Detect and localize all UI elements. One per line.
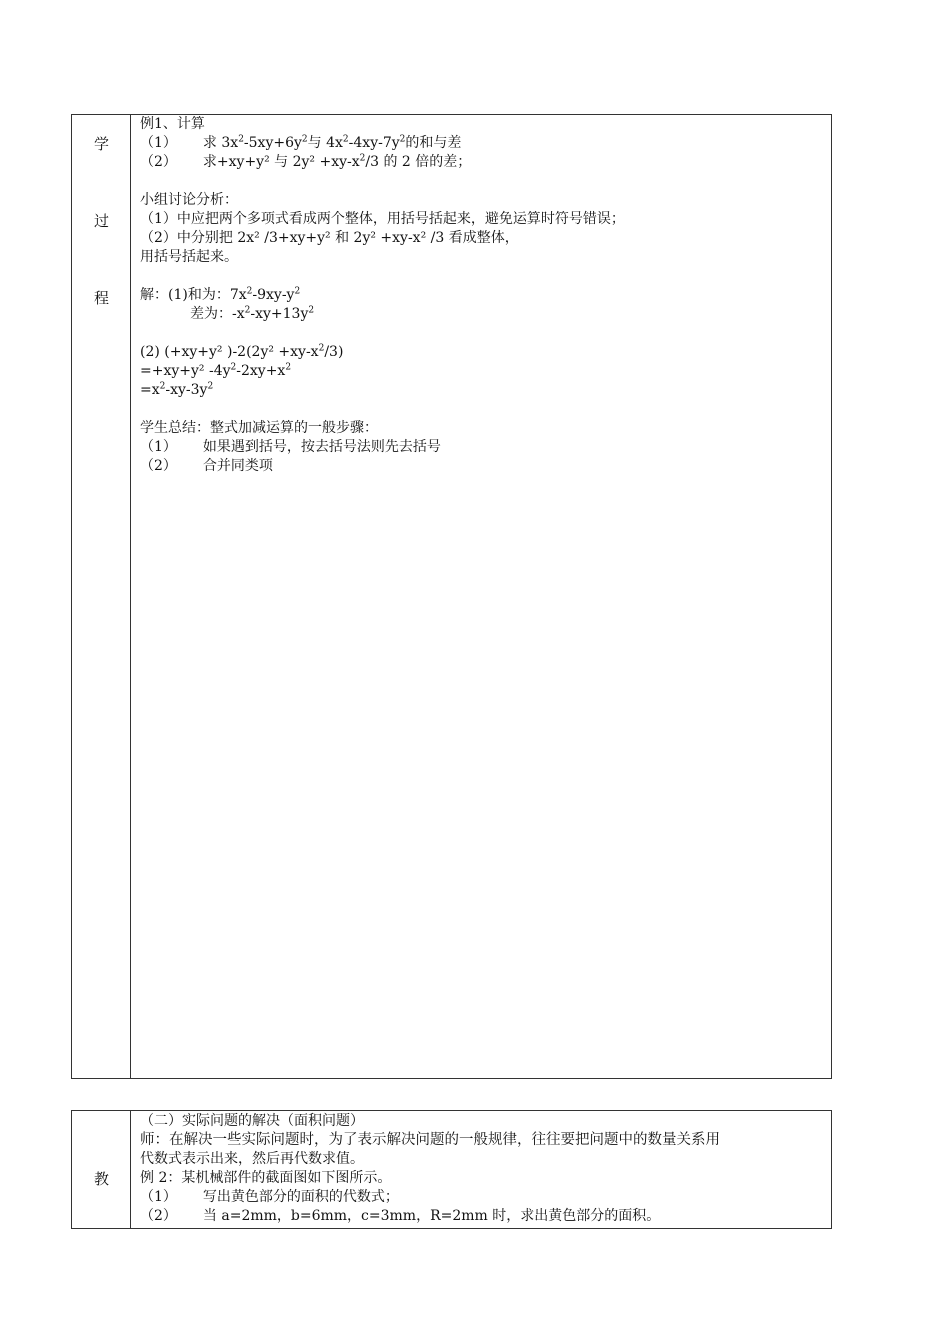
- summary-step-1: （1） 如果遇到括号，按去括号法则先去括号: [140, 439, 441, 455]
- side-label-guo: 过: [94, 212, 110, 230]
- side-label-xue: 学: [94, 135, 110, 153]
- discussion-line-1: （1）中应把两个多项式看成两个整体，用括号括起来，避免运算时符号错误；: [140, 211, 625, 227]
- solution-sum: 解：(1)和为：$7x^2-9xy-y^2$: [140, 286, 301, 303]
- example1-title: 例1、计算: [140, 116, 205, 132]
- summary-title: 学生总结：整式加减运算的一般步骤：: [140, 420, 378, 436]
- content-area-2: [140, 1112, 720, 1226]
- side-label-cheng: 程: [94, 289, 110, 307]
- column-divider: [130, 1111, 131, 1228]
- solution-part2-line-2: =+xy+y² $-4y^2-2xy+x^2$: [140, 362, 292, 379]
- lesson-table-1: [71, 114, 832, 1079]
- solution-part2-line-3: $=x^2-xy-3y^2$: [140, 381, 214, 398]
- example2-question2: （2） 当 a=2mm，b=6mm，c=3mm，R=2mm 时，求出黄色部分的面积。: [140, 1208, 661, 1224]
- example2-title: 例 2：某机械部件的截面图如下图所示。: [140, 1170, 392, 1186]
- discussion-line-2: （2）中分别把 2x² /3+xy+y² 和 2y² +xy-x² /3 看成整体，: [140, 230, 519, 246]
- lesson-table-2: [71, 1110, 832, 1229]
- column-divider: [130, 115, 131, 1078]
- example1-question2: （2） 求+xy+y² 与 $2y^2 +xy-x^2/3$ 的 2 倍的差；: [140, 153, 472, 170]
- solution-difference: 差为：$-x^2-xy+13y^2$: [190, 305, 315, 322]
- teacher-line-1: 师：在解决一些实际问题时，为了表示解决问题的一般规律，往往要把问题中的数量关系用: [140, 1132, 720, 1148]
- section-heading: （二）实际问题的解决（面积问题）: [140, 1113, 364, 1129]
- summary-step-2: （2） 合并同类项: [140, 458, 273, 474]
- example2-question1: （1） 写出黄色部分的面积的代数式；: [140, 1189, 399, 1205]
- discussion-line-3: 用括号括起来。: [140, 249, 238, 265]
- discussion-title: 小组讨论分析：: [140, 192, 238, 208]
- content-area-1: [140, 115, 625, 476]
- solution-part2-line-1: (2) (+xy+y² )$-2(2y^2 +xy-x^2/3)$: [140, 343, 344, 360]
- teacher-line-2: 代数式表示出来，然后再代数求值。: [140, 1151, 364, 1167]
- side-label-jiao: 教: [94, 1170, 110, 1188]
- example1-question1: （1） 求 $3x^2-5xy+6y^2$与 $4x^2-4xy-7y^2$的和与差: [140, 134, 462, 151]
